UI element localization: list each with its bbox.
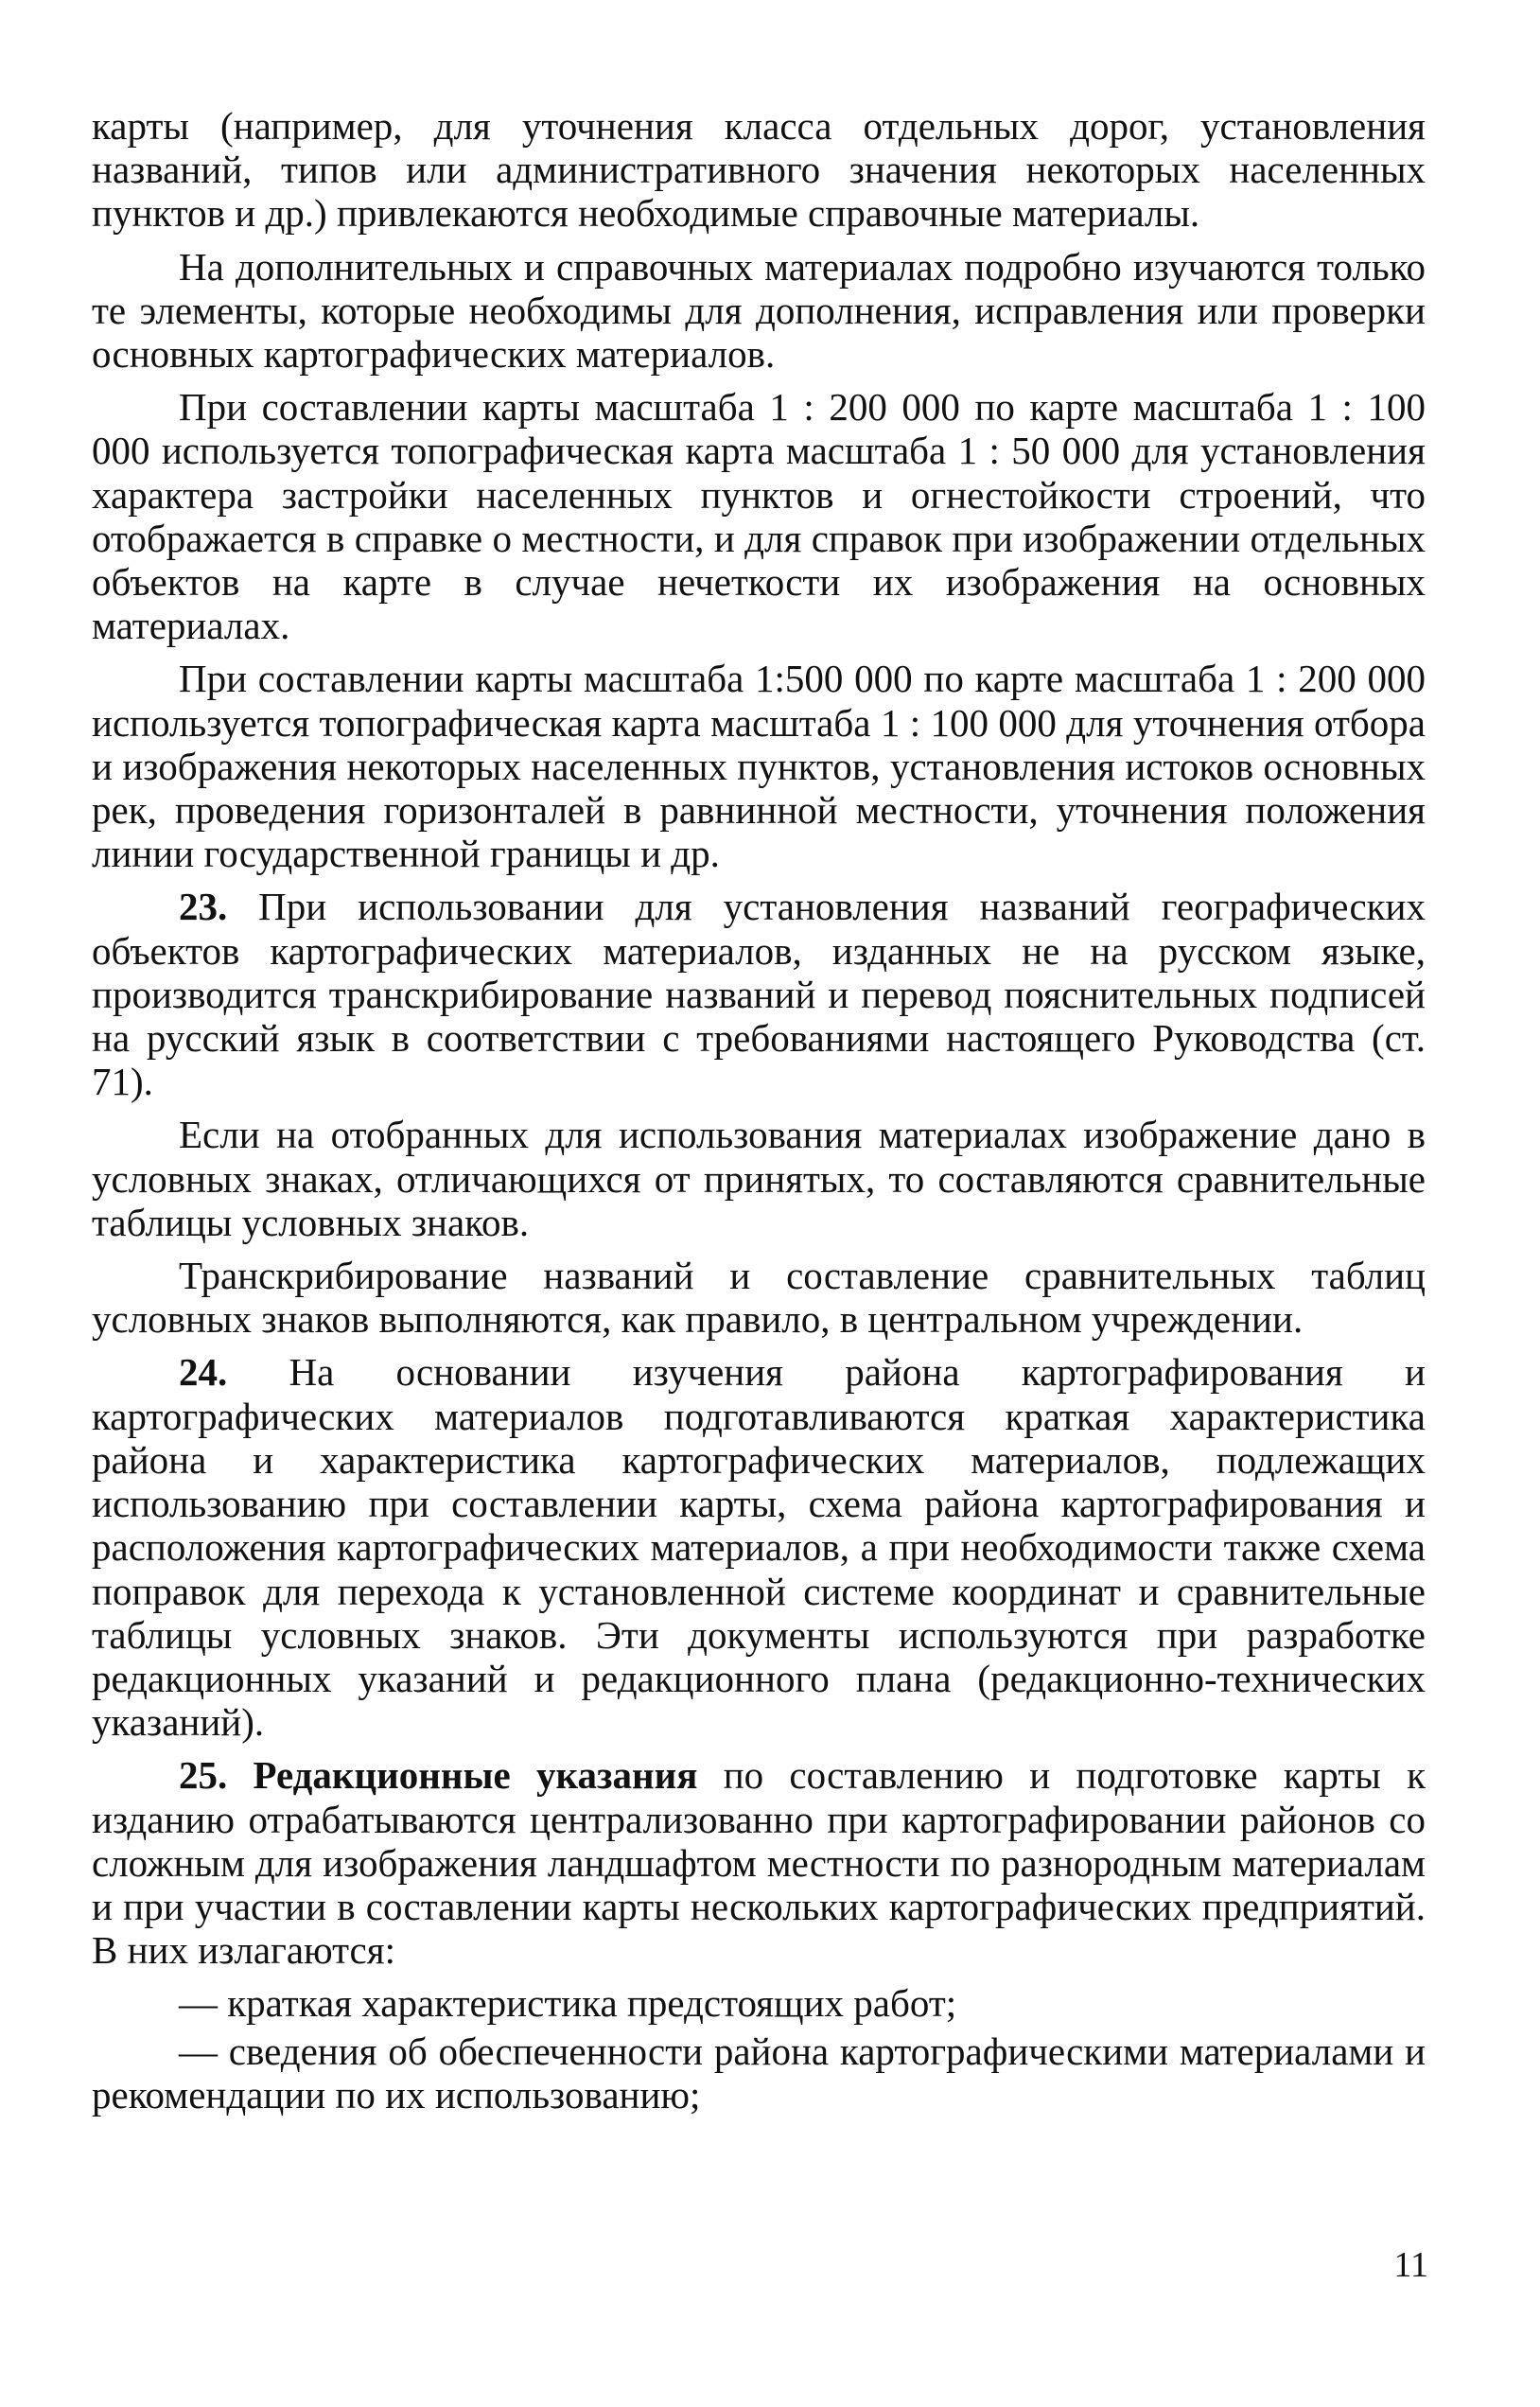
paragraph-text: Транскрибирование названий и составление сравнительных таблиц условных знаков выполняются, как правило, в центральном учреждении. [92, 1254, 1426, 1342]
article-number: 23. [179, 885, 228, 929]
article-number: 24. [179, 1350, 228, 1395]
paragraph-continuation [92, 104, 1426, 236]
paragraph-text: Если на отобранных для использования материалах изображение дано в условных знаках, отличающихся от принятых, то составляются сравнительные таблицы условных знаков. [92, 1113, 1426, 1244]
list-item [92, 1981, 1426, 2025]
paragraph [92, 1254, 1426, 1341]
body-text [92, 104, 1426, 2120]
list-item [92, 2029, 1426, 2117]
paragraph-text: При использовании для установления названий географических объектов картографических материалов, изданных не на русском языке, производится транскрибирование названий и перевод пояснительных подписей на русский язык в соответствии с требованиями настоящего Руководства (ст. 71). [92, 885, 1426, 1104]
paragraph [92, 657, 1426, 875]
paragraph-text: карты (например, для уточнения класса отдельных дорог, установления названий, типов или административного значения некоторых населенных пунктов и др.) привлекаются необходимые справочные материалы. [92, 104, 1426, 236]
paragraph-text: При составлении карты масштаба 1 : 200 000 по карте масштаба 1 : 100 000 используется топографическая карта масштаба 1 : 50 000 для установления характера застройки населенных пунктов и огнестойкости строений, что отображается в справке о местности, и для справок при изображении отдельных объектов на карте в случае нечеткости их изображения на основных материалах. [92, 385, 1426, 648]
paragraph-text: На основании изучения района картографирования и картографических материалов подготавливаются краткая характеристика района и характеристика картографических материалов, подлежащих использованию при составлении карты, схема района картографирования и расположения картографических материалов, а при необходимости также схема поправок для перехода к установленной системе координат и сравнительные таблицы условных знаков. Эти документы используются при разработке редакционных указаний и редакционного плана (редакционно-технических указаний). [92, 1350, 1426, 1745]
article-heading: Редакционные указания [227, 1753, 698, 1798]
paragraph-text: При составлении карты масштаба 1:500 000 по карте масштаба 1 : 200 000 используется топографическая карта масштаба 1 : 100 000 для уточнения отбора и изображения некоторых населенных пунктов, установления истоков основных рек, проведения горизонталей в равнинной местности, уточнения положения линии государственной границы и др. [92, 657, 1426, 876]
paragraph-text: по составлению и подготовке карты к изданию отрабатываются централизованно при картографировании районов со сложным для изображения ландшафтом местности по разнородным материалам и при участии в составлении карты нескольких картографических предприятий. В них излагаются: [92, 1753, 1426, 1973]
article-23 [92, 885, 1426, 1103]
list-item-text: — краткая характеристика предстоящих работ; [179, 1981, 957, 2026]
article-24 [92, 1350, 1426, 1744]
paragraph [92, 1113, 1426, 1244]
paragraph-text: На дополнительных и справочных материалах подробно изучаются только те элементы, которые необходимы для дополнения, исправления или проверки основных картографических материалов. [92, 244, 1426, 377]
page-number: 11 [1393, 2245, 1428, 2285]
paragraph [92, 385, 1426, 647]
article-25 [92, 1753, 1426, 1972]
article-number: 25. [179, 1753, 228, 1798]
list-item-text: — сведения об обеспеченности района картографическими материалами и рекомендации по их использованию; [92, 2029, 1426, 2117]
paragraph [92, 245, 1426, 377]
